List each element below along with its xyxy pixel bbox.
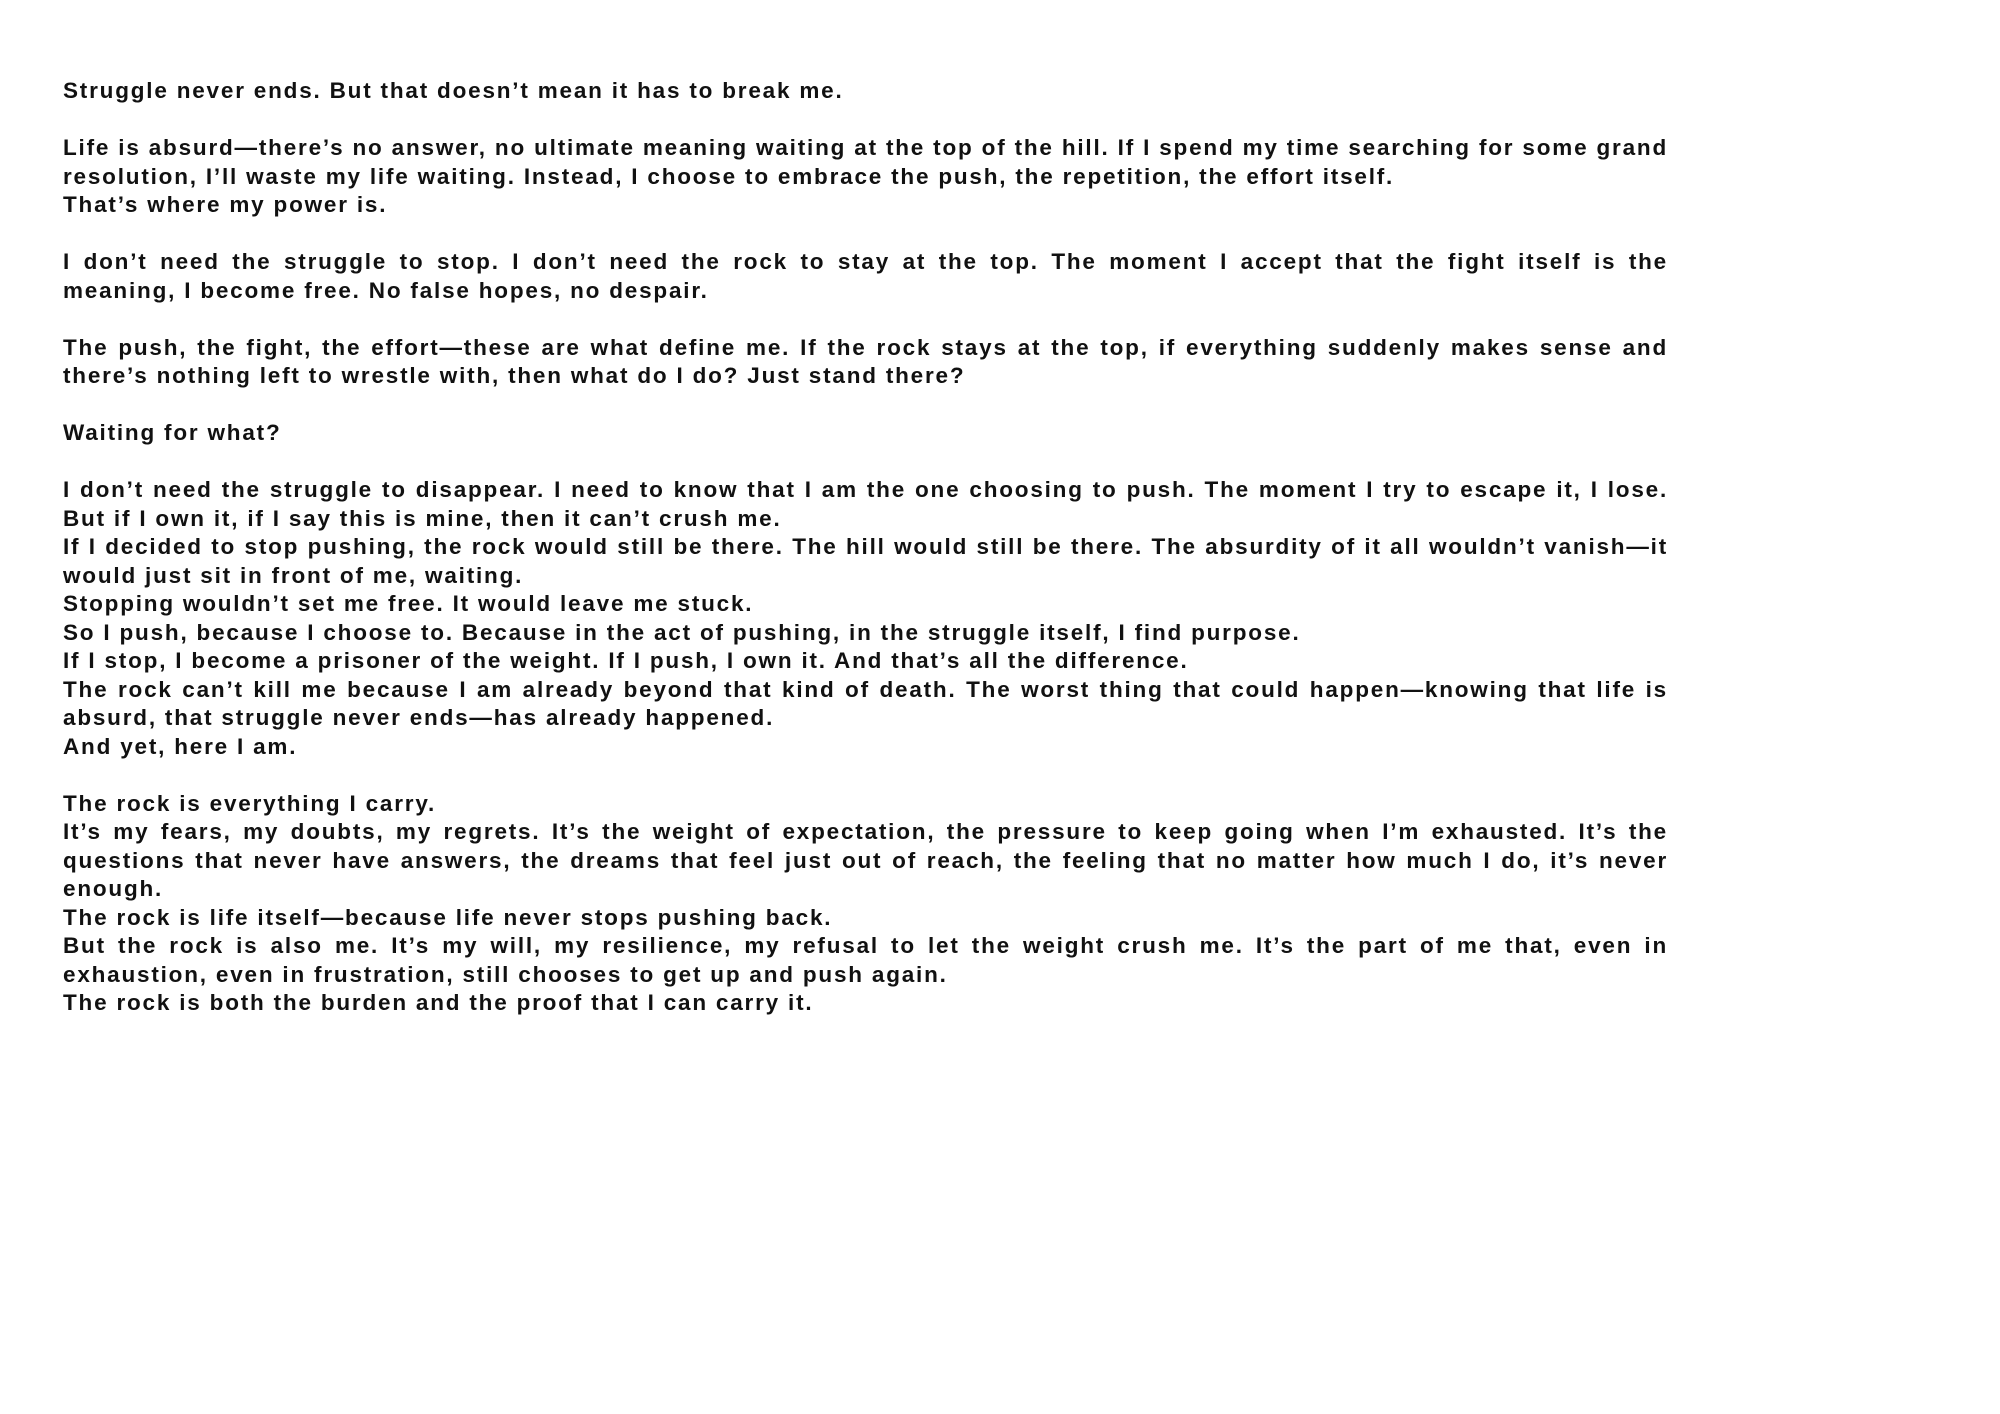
text-line: The rock is both the burden and the proof that I can carry it. bbox=[63, 990, 814, 1015]
text-line: The rock is everything I carry. bbox=[63, 790, 437, 816]
paragraph bbox=[63, 248, 1668, 305]
text-line: I don’t need the struggle to stop. I don’t need the rock to stay at the top. The moment I accept that the fight itself is the meaning, I become free. No false hopes, no despair. bbox=[63, 249, 1668, 303]
paragraph bbox=[63, 77, 1668, 106]
text-line: It’s my fears, my doubts, my regrets. It’s the weight of expectation, the pressure to keep going when I’m exhausted. It’s the questions that never have answers, the dreams that feel just out of reach, the feeling that no matter how much I do, it’s never enough. bbox=[63, 819, 1668, 901]
paragraph bbox=[63, 419, 1668, 448]
text-line: That’s where my power is. bbox=[63, 192, 388, 217]
text-line: But the rock is also me. It’s my will, my resilience, my refusal to let the weight crush me. It’s the part of me that, even in exhaustion, even in frustration, still chooses to get up and push again. bbox=[63, 933, 1668, 987]
text-line: Stopping wouldn’t set me free. It would leave me stuck. bbox=[63, 591, 754, 616]
text-line: Struggle never ends. But that doesn’t mean it has to break me. bbox=[63, 78, 844, 103]
document-body bbox=[63, 77, 1668, 1046]
text-line: If I decided to stop pushing, the rock would still be there. The hill would still be there. The absurdity of it all wouldn’t vanish—it would just sit in front of me, waiting. bbox=[63, 534, 1668, 588]
paragraph bbox=[63, 476, 1668, 761]
paragraph bbox=[63, 134, 1668, 220]
text-line: The push, the fight, the effort—these are what define me. If the rock stays at the top, if everything suddenly makes sense and there’s nothing left to wrestle with, then what do I do? Just stand there? bbox=[63, 334, 1668, 388]
text-line: So I push, because I choose to. Because in the act of pushing, in the struggle itself, I find purpose. bbox=[63, 619, 1301, 645]
paragraph bbox=[63, 790, 1668, 1018]
text-line: If I stop, I become a prisoner of the weight. If I push, I own it. And that’s all the difference. bbox=[63, 648, 1189, 673]
text-line: Life is absurd—there’s no answer, no ultimate meaning waiting at the top of the hill. If I spend my time searching for some grand resolution, I’ll waste my life waiting. Instead, I choose to embrace the push, the repetition, the effort itself. bbox=[63, 135, 1668, 189]
text-line: And yet, here I am. bbox=[63, 733, 298, 759]
text-line: The rock is life itself—because life never stops pushing back. bbox=[63, 904, 833, 930]
paragraph bbox=[63, 334, 1668, 391]
text-line: The rock can’t kill me because I am already beyond that kind of death. The worst thing that could happen—knowing that life is absurd, that struggle never ends—has already happened. bbox=[63, 676, 1668, 730]
text-line: Waiting for what? bbox=[63, 420, 282, 445]
text-line: I don’t need the struggle to disappear. I need to know that I am the one choosing to push. The moment I try to escape it, I lose. But if I own it, if I say this is mine, then it can’t crush me. bbox=[63, 477, 1668, 531]
